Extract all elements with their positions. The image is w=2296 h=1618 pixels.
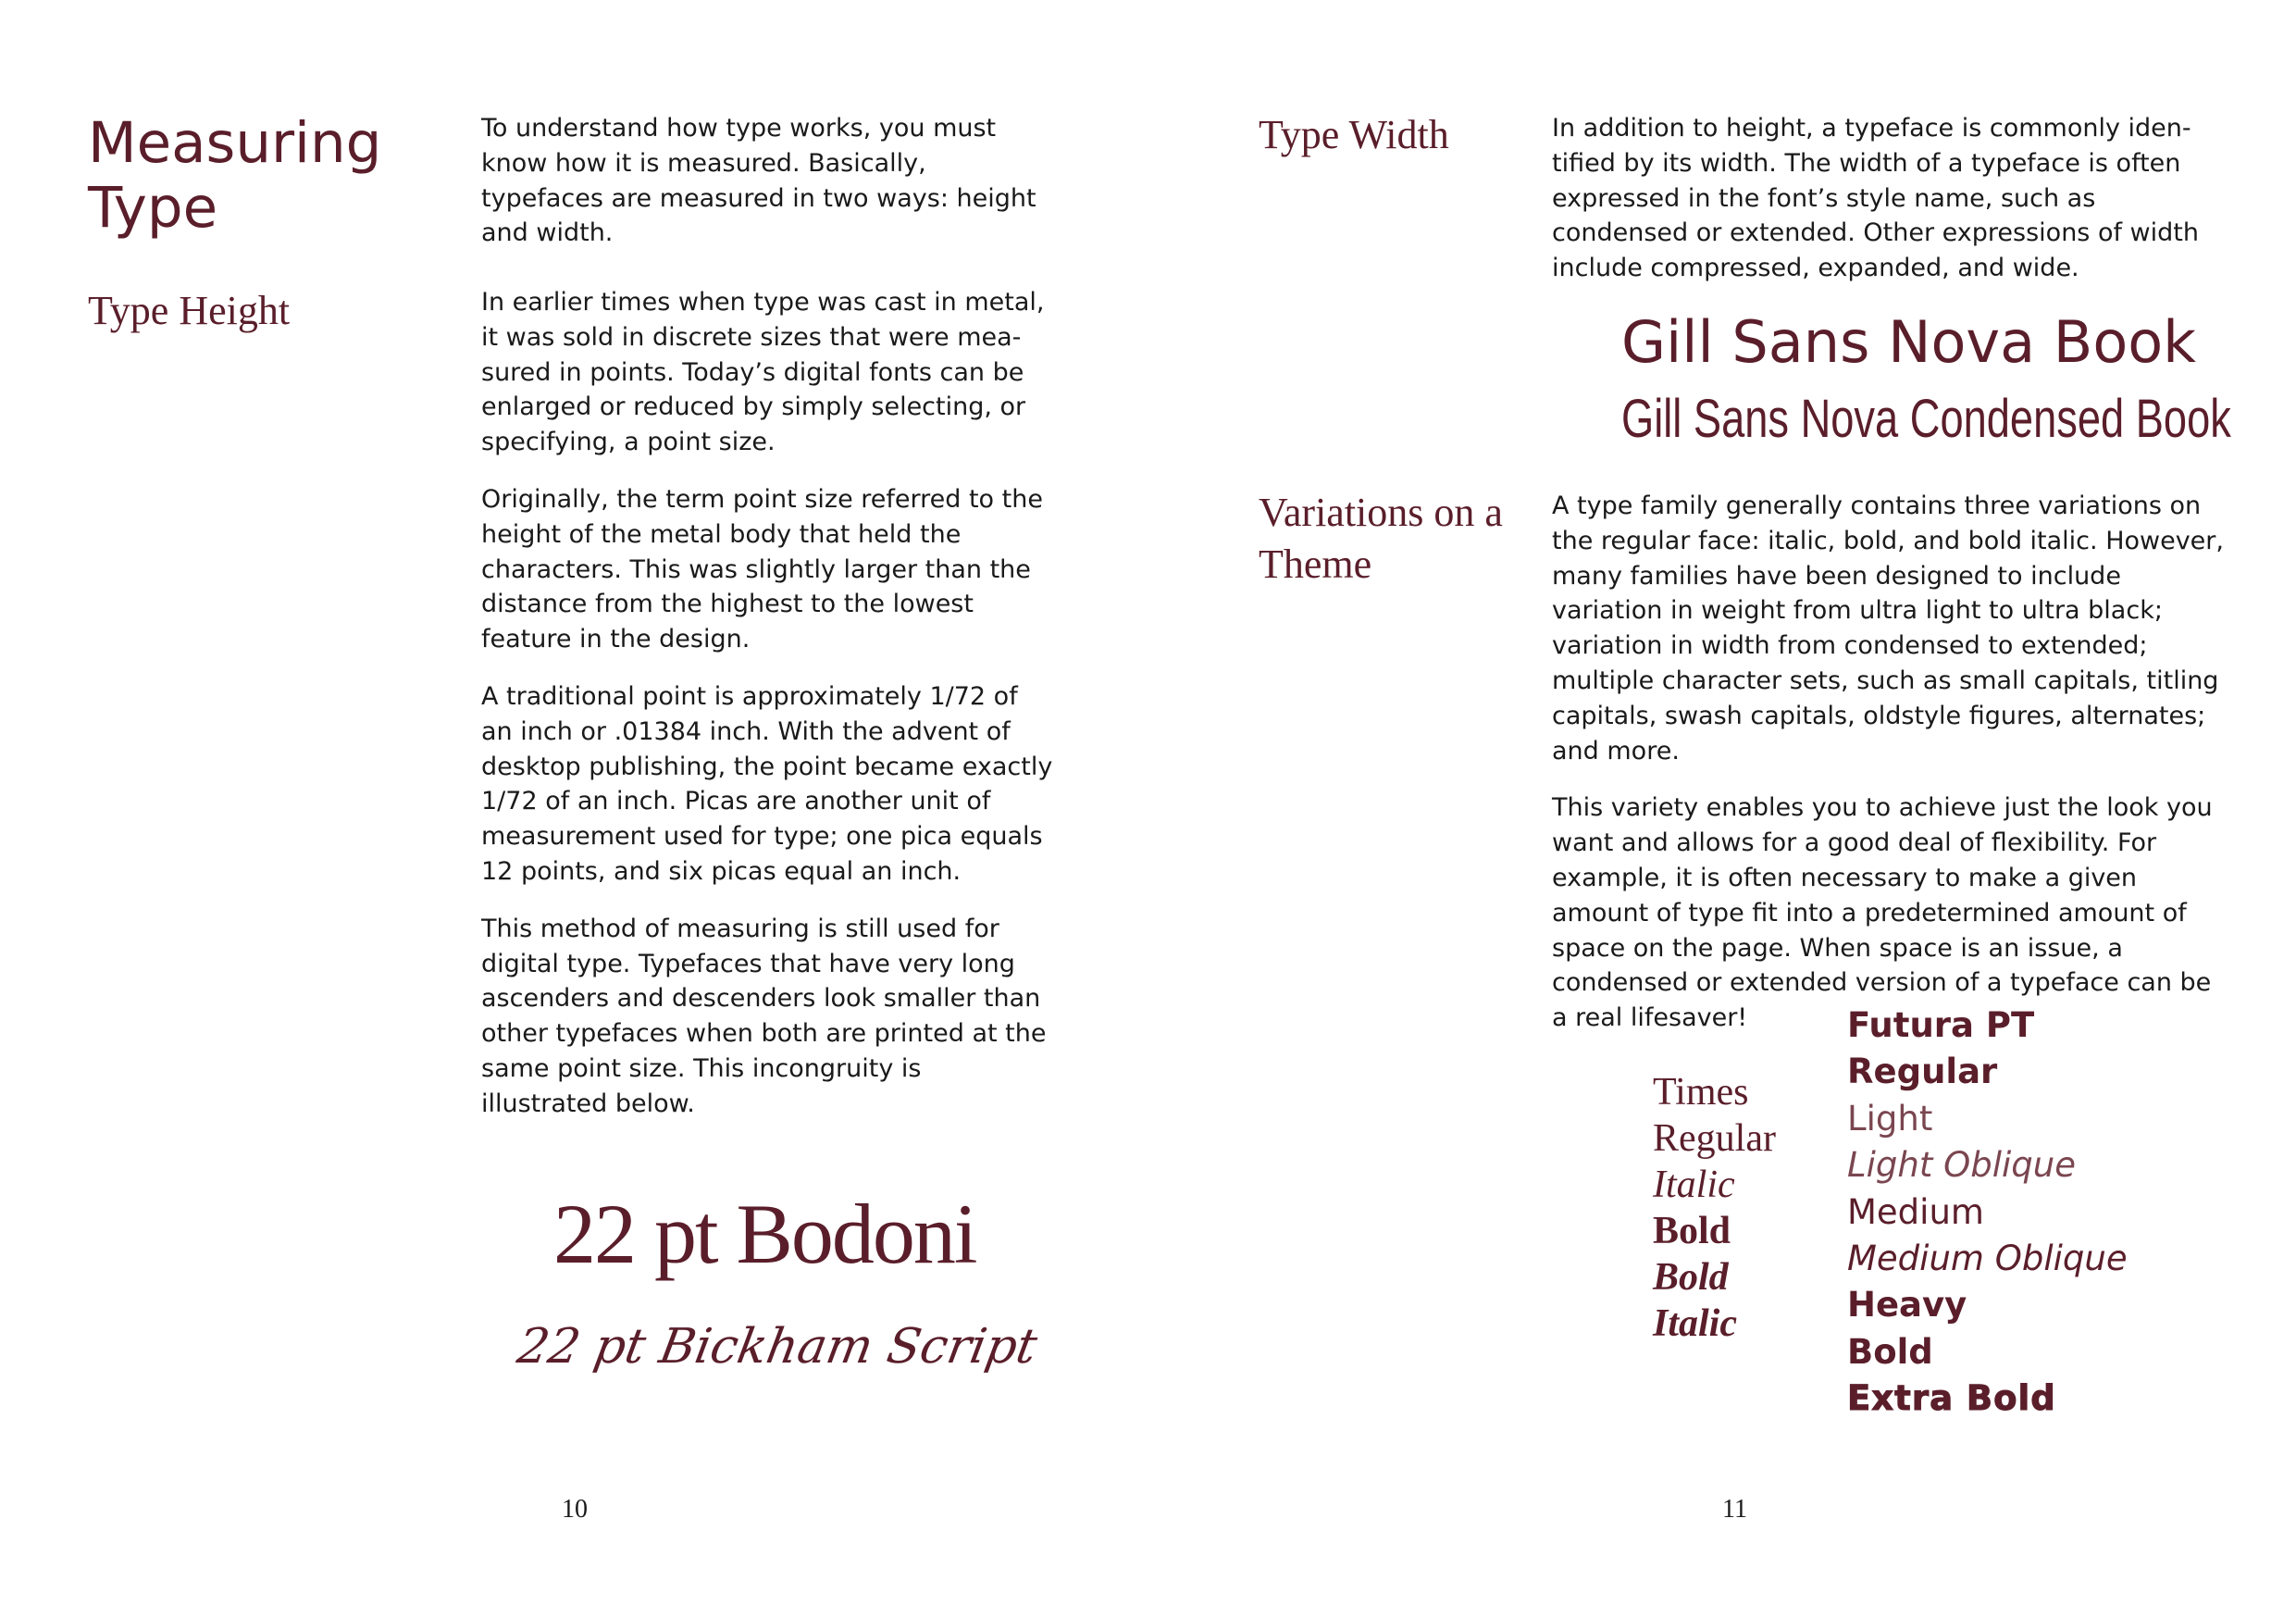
- sample-bickham-script: 22 pt Bickham Script: [513, 1319, 1041, 1375]
- futura-style-list: [1847, 1002, 2128, 1423]
- sample-gill-sans-nova-book: Gill Sans Nova Book: [1621, 308, 2197, 376]
- page-heading: Measuring Type: [88, 110, 382, 241]
- times-bold-italic-line2: Italic: [1653, 1302, 1737, 1345]
- times-bold: Bold: [1653, 1210, 1731, 1252]
- futura-family-name: Futura PT: [1847, 1005, 2035, 1045]
- futura-bold: Bold: [1847, 1331, 1933, 1372]
- subheading-variations: Variations on a Theme: [1259, 490, 1503, 587]
- times-family-name: Times: [1653, 1071, 1749, 1114]
- paragraph: In addition to height, a typeface is commonly identified by its width. The width of a typeface is often expressed in the font’s style name, such as condensed or extended. Other expressions of width include compressed, expanded, and wide.: [1552, 114, 2199, 283]
- futura-regular: Regular: [1847, 1052, 1998, 1092]
- times-bold-italic-line1: Bold: [1653, 1256, 1729, 1299]
- paragraph: In earlier times when type was cast in metal, it was sold in discrete sizes that were measured in points. Today’s digital fonts can be enlarged or reduced by simply selecting, or specifying, a point size.: [481, 288, 1045, 457]
- sample-gill-sans-nova-condensed: Gill Sans Nova Condensed Book: [1621, 389, 2231, 449]
- futura-extra-bold: Extra Bold: [1847, 1378, 2056, 1419]
- paragraph: A type family generally contains three variations on the regular face: italic, bold, and bold italic. However, many families have been designed to include variation in weight from ultra light to ultra black; variation in width from condensed to extended; multiple character sets, such as small capitals, titling capitals, swash capitals, oldstyle figures, alternates; and more.: [1552, 492, 2224, 765]
- sample-bodoni: 22 pt Bodoni: [553, 1187, 976, 1281]
- type-width-body: [1552, 111, 2228, 308]
- type-height-body: [481, 285, 1055, 1144]
- paragraph: This variety enables you to achieve just the look you want and allows for a good deal of flexibility. For example, it is often necessary to make a given amount of type fit into a predetermined amount of space on the page. When space is an issue, a condensed or extended version of a typeface can be a real lifesaver!: [1552, 793, 2213, 1033]
- times-italic: Italic: [1653, 1164, 1735, 1206]
- intro-paragraph: To understand how type works, you must know how it is measured. Basically, typefaces are measured in two ways: height and width.: [481, 114, 1036, 248]
- subheading-type-height: Type Height: [88, 288, 291, 333]
- futura-medium: Medium: [1847, 1191, 1984, 1232]
- subheading-type-width: Type Width: [1259, 112, 1449, 157]
- variations-body: [1552, 489, 2228, 1058]
- futura-medium-oblique: Medium Oblique: [1847, 1238, 2128, 1279]
- paragraph: This method of measuring is still used for digital type. Typefaces that have very long ascenders and descenders look smaller than other typefaces when both are printed at the same point size. This incongruity is illustrated below.: [481, 914, 1047, 1118]
- paragraph: A traditional point is approximately 1/72 of an inch or .01384 inch. With the advent of desktop publishing, the point became exactly 1/72 of an inch. Picas are another unit of measurement used for type; one pica equals 12 points, and six picas equal an inch.: [481, 681, 1053, 886]
- times-regular: Regular: [1653, 1117, 1776, 1160]
- times-style-list: [1653, 1069, 1776, 1347]
- futura-heavy: Heavy: [1847, 1285, 1967, 1326]
- intro-text: [481, 111, 1055, 273]
- futura-light: Light: [1847, 1098, 1933, 1139]
- page-number-left: 10: [562, 1495, 588, 1524]
- page-number-right: 11: [1722, 1495, 1747, 1524]
- futura-light-oblique: Light Oblique: [1847, 1145, 2076, 1186]
- paragraph: Originally, the term point size referred to the height of the metal body that held the characters. This was slightly larger than the distance from the highest to the lowest feature in the design.: [481, 484, 1043, 654]
